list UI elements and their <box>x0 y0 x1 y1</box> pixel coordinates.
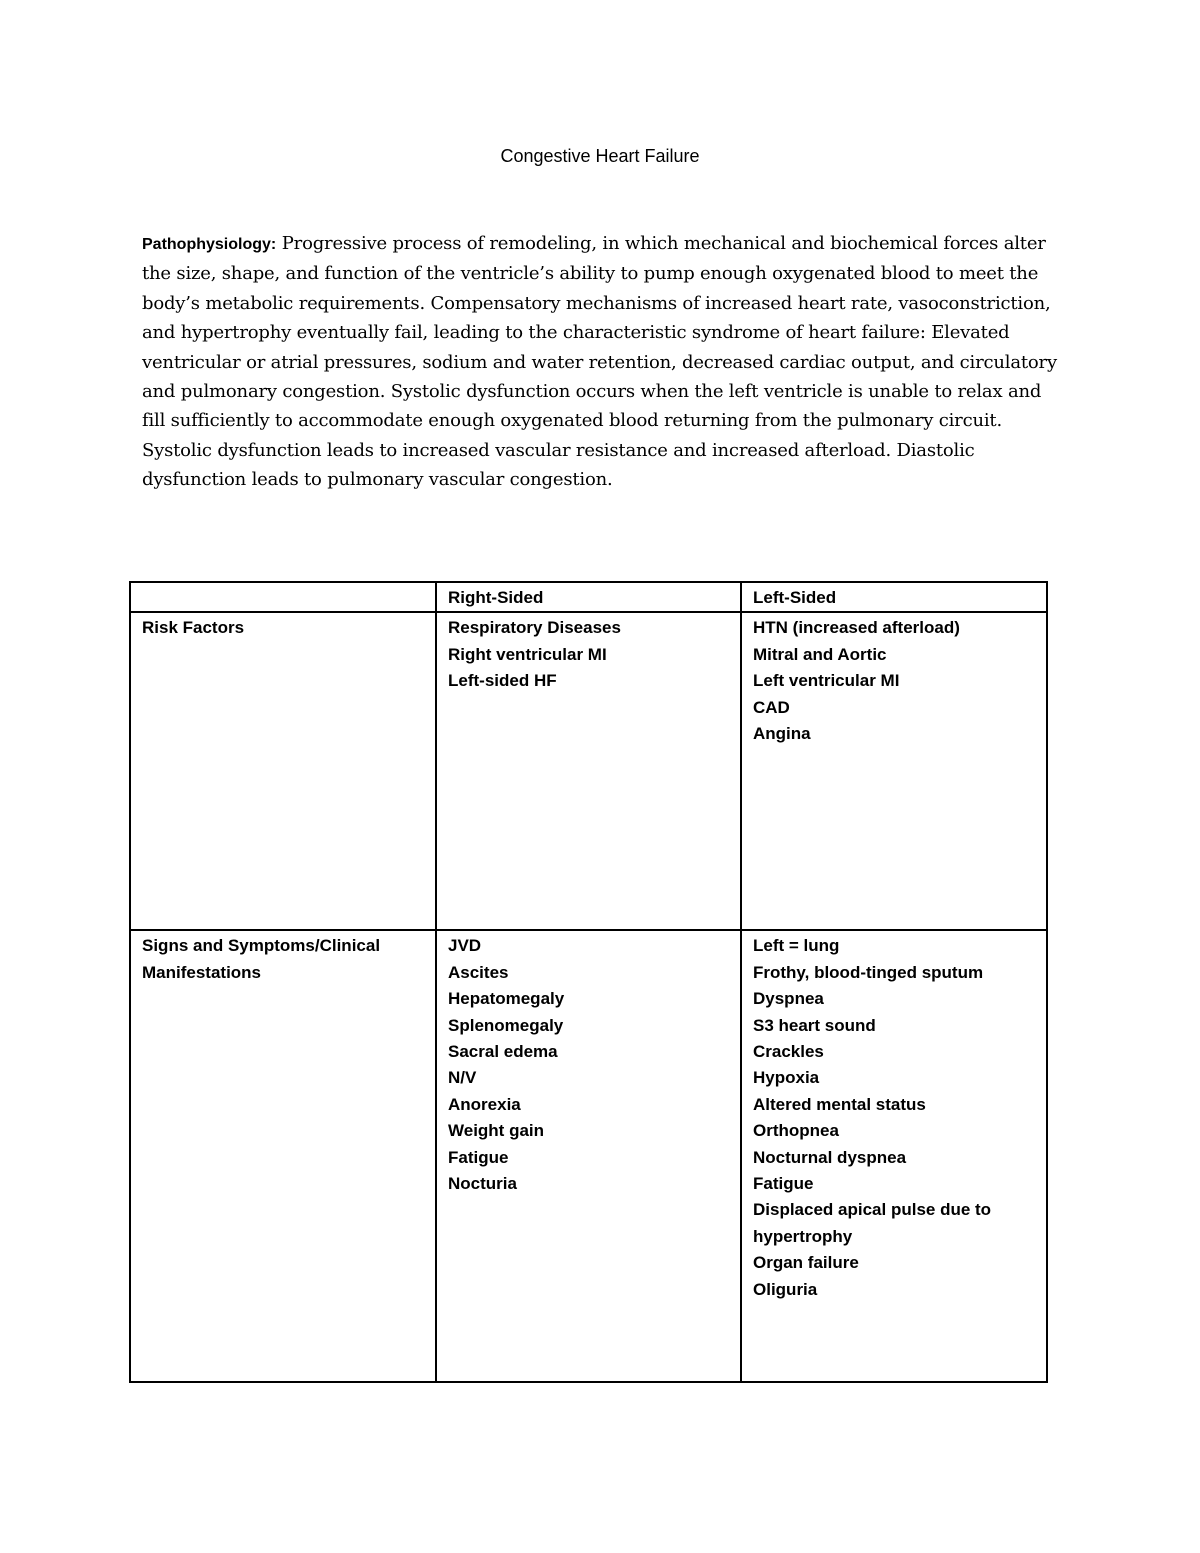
list-item: Hepatomegaly <box>448 989 565 1009</box>
list-item: Splenomegaly <box>448 1015 564 1035</box>
row-label-risk-factors: Risk Factors <box>130 612 436 930</box>
signs-symptoms-right-cell <box>436 930 741 1382</box>
comparison-table <box>129 581 1048 1383</box>
list-item: Dyspnea <box>753 989 824 1009</box>
risk-factors-left-cell <box>741 612 1047 930</box>
list-item: Nocturia <box>448 1174 517 1194</box>
list-item: Fatigue <box>753 1174 814 1194</box>
list-item: Ascites <box>448 962 509 982</box>
list-item: CAD <box>753 697 790 717</box>
header-cell-empty <box>130 582 436 612</box>
pathophysiology-paragraph <box>142 229 1062 495</box>
list-item: Mitral and Aortic <box>753 644 887 664</box>
list-item: Angina <box>753 724 811 744</box>
list-item: Altered mental status <box>753 1094 926 1114</box>
pathophysiology-text: Progressive process of remodeling, in which mechanical and biochemical forces alter the size, shape, and function of the ventricle’s ability to pump enough oxygenated blood to meet the body’s metabolic requirements. Compensatory mechanisms of increased heart rate, vasoconstriction, and hypertrophy eventually fail, leading to the characteristic syndrome of heart failure: Elevated ventricular or atrial pressures, sodium and water retention, decreased cardiac output, and circulatory and pulmonary congestion. Systolic dysfunction occurs when the left ventricle is unable to relax and fill sufficiently to accommodate enough oxygenated blood returning from the pulmonary circuit. Systolic dysfunction leads to increased vascular resistance and increased afterload. Diastolic dysfunction leads to pulmonary vascular congestion. <box>142 233 1057 491</box>
list-item: Crackles <box>753 1042 824 1062</box>
list-item: Frothy, blood-tinged sputum <box>753 962 984 982</box>
table-row-signs-symptoms <box>130 930 1047 1382</box>
list-item: Left ventricular MI <box>753 671 900 691</box>
list-item: Weight gain <box>448 1121 545 1141</box>
risk-factors-right-cell <box>436 612 741 930</box>
list-item: N/V <box>448 1068 477 1088</box>
list-item: Sacral edema <box>448 1042 558 1062</box>
signs-symptoms-left-cell <box>741 930 1047 1382</box>
page-title: Congestive Heart Failure <box>500 146 700 166</box>
list-item: HTN (increased afterload) <box>753 618 960 638</box>
list-item: S3 heart sound <box>753 1015 876 1035</box>
header-cell-left-sided: Left-Sided <box>741 582 1047 612</box>
pathophysiology-label: Pathophysiology: <box>142 236 277 253</box>
list-item: Left-sided HF <box>448 671 557 691</box>
list-item: Left = lung <box>753 936 840 956</box>
list-item: Orthopnea <box>753 1121 839 1141</box>
table-row-risk-factors <box>130 612 1047 930</box>
list-item: Oliguria <box>753 1279 818 1299</box>
list-item: Displaced apical pulse due to hypertrophy <box>753 1200 992 1246</box>
list-item: Hypoxia <box>753 1068 820 1088</box>
list-item: Anorexia <box>448 1094 521 1114</box>
list-item: Respiratory Diseases <box>448 618 621 638</box>
list-item: Right ventricular MI <box>448 644 607 664</box>
row-label-signs-symptoms: Signs and Symptoms/Clinical Manifestations <box>130 930 436 1382</box>
table-header-row <box>130 582 1047 612</box>
list-item: JVD <box>448 936 482 956</box>
list-item: Organ failure <box>753 1253 859 1273</box>
header-cell-right-sided: Right-Sided <box>436 582 741 612</box>
list-item: Fatigue <box>448 1147 509 1167</box>
list-item: Nocturnal dyspnea <box>753 1147 907 1167</box>
